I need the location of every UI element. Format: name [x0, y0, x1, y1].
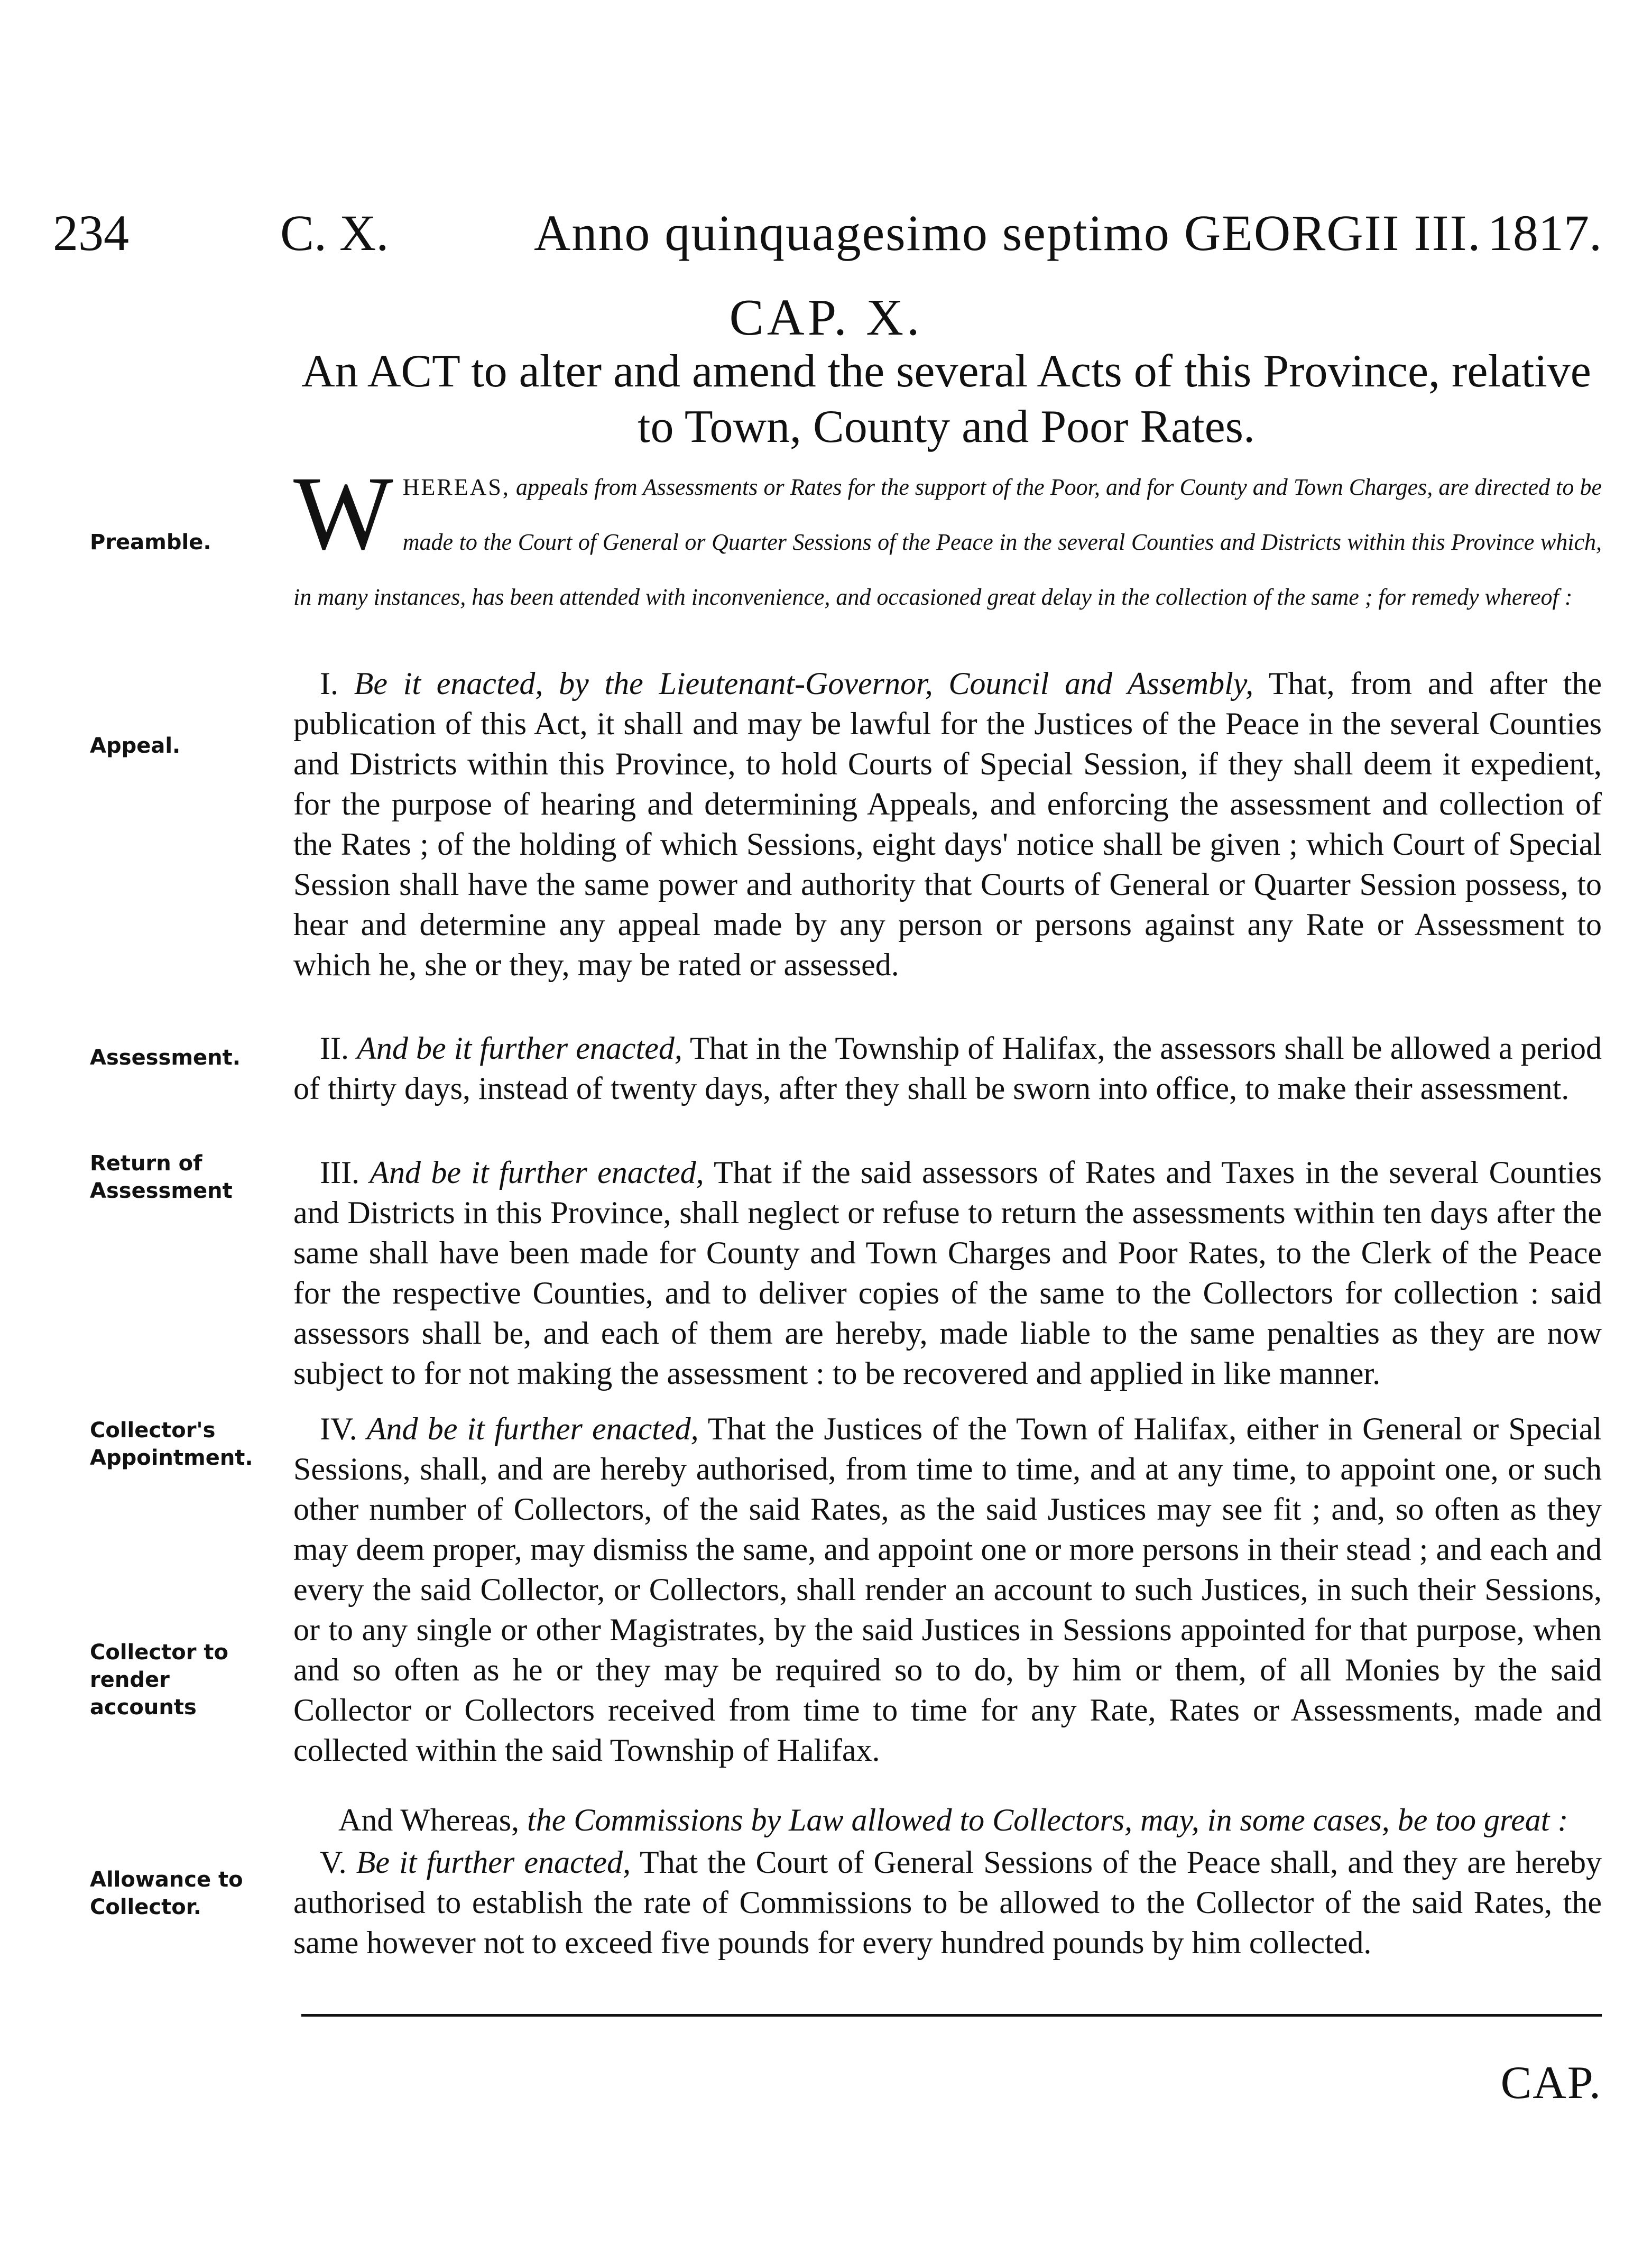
preamble-lead-word: HEREAS, [402, 474, 510, 500]
section-1-text: That, from and after the publication of this Act, it shall and may be lawful for the Justices of the Peace in the several Counties and Districts within this Province, to hold Courts of Special Session, if they shall deem it expedient, for the purpose of hearing and determining Appeals, and enforcing the assessment and collection of the Rates ; of the holding of which Sessions, eight days' notice shall be given ; which Court of Special Session shall have the same power and authority that Courts of General or Quarter Session possess, to hear and determine any appeal made by any person or persons against any Rate or Assessment to which he, she or they, may be rated or assessed. [293, 666, 1602, 982]
section-2 [293, 1028, 1602, 1108]
footer-rule [301, 2014, 1602, 2017]
margin-note-collectors-appointment: Collector's Appointment. [90, 1418, 253, 1470]
whereas-text: the Commissions by Law allowed to Collectors, may, in some cases, be too great : [527, 1803, 1568, 1837]
page-number: 234 [53, 205, 129, 261]
margin-note-collector-render-accounts: Collector to render accounts [90, 1640, 228, 1720]
margin-note-appeal: Appeal. [90, 734, 181, 758]
section-2-text: That in the Township of Halifax, the assessors shall be allowed a period of thirty days, instead of twenty days, after they shall be sworn into office, to make their assessment. [293, 1031, 1602, 1106]
section-2-number: II. [320, 1031, 349, 1066]
regnal-title: Anno quinquagesimo septimo GEORGII III. [534, 205, 1482, 261]
section-3-number: III. [320, 1155, 359, 1190]
section-3-text: That if the said assessors of Rates and Taxes in the several Counties and Districts in this Province, shall neglect or refuse to return the assessments within ten days after the same shall have been made for County and Town Charges and Poor Rates, to the Clerk of the Peace for the respective Counties, and to deliver copies of the same to the Collectors for collection : said assessors shall be, and each of them are hereby, made liable to the same penalties as they are now subject to for not making the assessment : to be recovered and applied in like manner. [293, 1155, 1602, 1391]
margin-note-assessment: Assessment. [90, 1046, 241, 1070]
drop-cap: W [293, 455, 393, 572]
section-5-number: V. [320, 1845, 347, 1880]
whereas-lead: And Whereas, [338, 1803, 520, 1837]
year: 1817. [1488, 205, 1602, 261]
section-3-enacting-clause: And be it further enacted, [370, 1155, 704, 1190]
section-5-text: That the Court of General Sessions of the Peace shall, and they are hereby authorised to establish the rate of Commissions to be allowed to the Collector of the said Rates, the same however not to exceed five pounds for every hundred pounds by him collected. [293, 1845, 1602, 1960]
catchword: CAP. [1500, 2057, 1602, 2109]
act-title: An ACT to alter and amend the several Acts of this Province, relative to Town, County and Poor Rates. [301, 346, 1591, 452]
section-4 [293, 1409, 1602, 1770]
preamble [293, 455, 1602, 625]
section-1-enacting-clause: Be it enacted, by the Lieutenant-Governor, Council and Assembly, [354, 666, 1254, 701]
margin-note-preamble: Preamble. [90, 530, 211, 555]
section-2-enacting-clause: And be it further enacted, [357, 1031, 682, 1066]
chapter-label: C. X. [280, 205, 389, 261]
chapter-heading: CAP. X. [729, 289, 923, 346]
whereas-clause [338, 1800, 1602, 1840]
preamble-text: appeals from Assessments or Rates for the support of the Poor, and for County and Town Charges, are directed to be made to the Court of General or Quarter Sessions of the Peace in the several Counties and Districts within this Province which, in many instances, has been attended with inconvenience, and occasioned great delay in the collection of the same ; for remedy whereof : [293, 474, 1602, 610]
section-1 [293, 663, 1602, 985]
section-3 [293, 1152, 1602, 1393]
margin-note-return-of-assessment: Return of Assessment [90, 1151, 233, 1203]
section-1-number: I. [320, 666, 338, 701]
section-4-text: That the Justices of the Town of Halifax, either in General or Special Sessions, shall, and are hereby authorised, from time to time, and at any time, to appoint one, or such other number of Collectors, of the said Rates, as the said Justices may see fit ; and, so often as they may deem proper, may dismiss the same, and appoint one or more persons in their stead ; and each and every the said Collector, or Collectors, shall render an account to such Justices, in such their Sessions, or to any single or other Magistrates, by the said Justices in Sessions appointed for that purpose, when and so often as he or they may be required so to do, by him or them, of all Monies by the said Collector or Collectors received from time to time for any Rate, Rates or Assessments, made and collected within the said Township of Halifax. [293, 1411, 1602, 1768]
section-4-enacting-clause: And be it further enacted, [366, 1411, 699, 1446]
section-5-enacting-clause: Be it further enacted, [356, 1845, 631, 1880]
margin-note-allowance-to-collector: Allowance to Collector. [90, 1868, 243, 1919]
section-4-number: IV. [320, 1411, 357, 1446]
running-head [53, 204, 1602, 267]
section-5 [293, 1842, 1602, 1963]
